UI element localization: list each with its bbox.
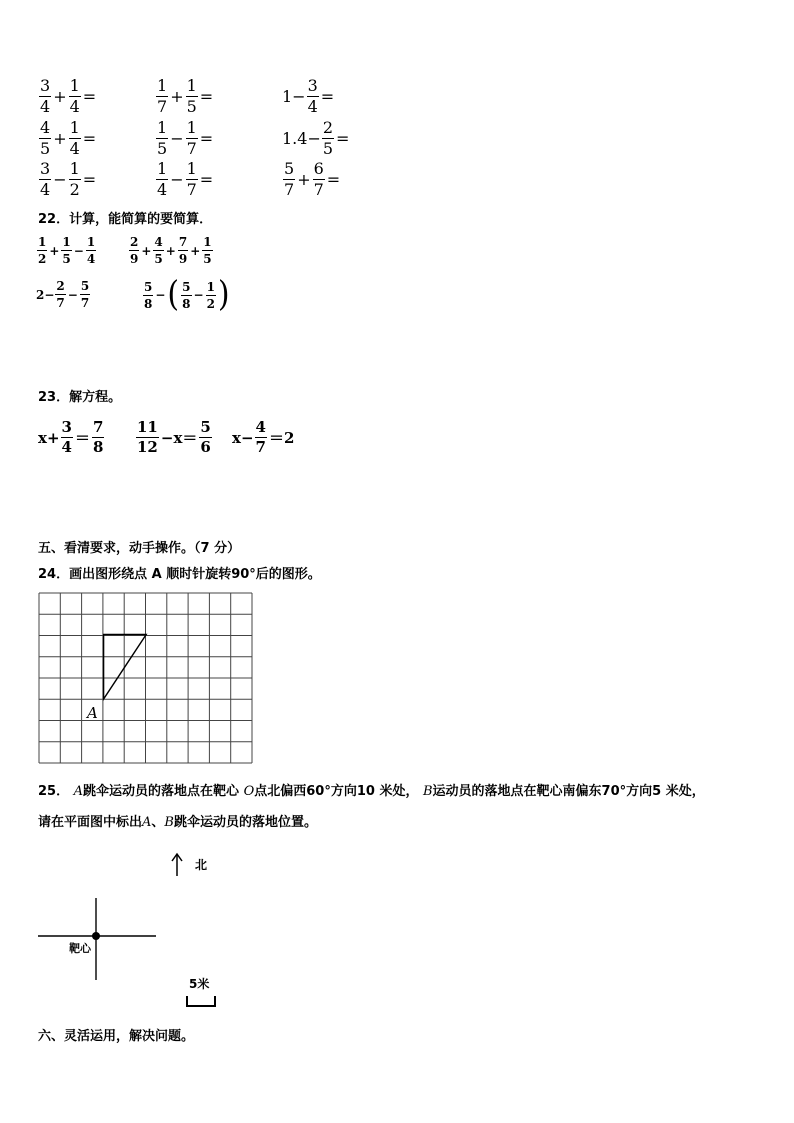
operator: − xyxy=(73,243,84,258)
denominator: 7 xyxy=(255,438,266,456)
denominator: 4 xyxy=(157,180,168,199)
section-5-heading: 五、看清要求，动手操作。（7 分） xyxy=(38,541,241,556)
q24-heading: 24．画出图形绕点 A 顺时针旋转90°后的图形。 xyxy=(38,567,321,582)
fraction xyxy=(80,280,90,309)
q22-expression xyxy=(128,236,214,265)
numerator: 7 xyxy=(92,418,104,436)
denominator: 8 xyxy=(92,438,104,456)
numerator: 3 xyxy=(40,159,51,178)
q23-equation xyxy=(232,420,295,455)
operator: − xyxy=(170,129,184,148)
fraction xyxy=(156,161,168,198)
numerator: 5 xyxy=(284,159,295,178)
denominator: 7 xyxy=(186,180,197,199)
operator: = xyxy=(320,87,335,106)
q22-expression xyxy=(36,280,91,309)
fraction xyxy=(39,161,51,198)
operator: −x＝ xyxy=(160,429,198,447)
denominator: 4 xyxy=(69,97,80,116)
denominator: 4 xyxy=(307,97,318,116)
fraction xyxy=(181,281,191,310)
denominator: 4 xyxy=(40,180,51,199)
operator: − xyxy=(170,170,184,189)
q22-expression xyxy=(36,236,97,265)
denominator: 7 xyxy=(157,97,168,116)
denominator: 7 xyxy=(186,139,197,158)
numerator: 1 xyxy=(206,279,215,294)
fraction xyxy=(86,236,96,265)
q21-expression xyxy=(155,161,214,198)
operator: + xyxy=(170,87,184,106)
operator: ＝2 xyxy=(268,429,295,447)
expression-text: 1− xyxy=(282,87,306,106)
numerator: 1 xyxy=(186,159,197,178)
numerator: 5 xyxy=(144,279,153,294)
q25-line-1: 25． A跳伞运动员的落地点在靶心 O点北偏西60°方向10 米处， B运动员的落地点在靶心南偏东70°方向5 米处， xyxy=(38,784,705,799)
fraction xyxy=(206,281,216,310)
q21-expression xyxy=(38,78,97,115)
fraction xyxy=(186,161,198,198)
denominator: 4 xyxy=(61,438,72,456)
fraction xyxy=(153,236,163,265)
operator: = xyxy=(199,129,214,148)
operator: = xyxy=(326,170,341,189)
numerator: 1 xyxy=(69,118,80,137)
operator: = xyxy=(199,170,214,189)
denominator: 5 xyxy=(322,139,334,158)
operator: = xyxy=(82,129,97,148)
operator: + xyxy=(297,170,311,189)
numerator: 1 xyxy=(157,118,168,137)
q23-equation xyxy=(135,420,213,455)
numerator: 4 xyxy=(255,418,266,436)
numerator: 3 xyxy=(40,76,51,95)
expression-text: 1.4− xyxy=(282,129,321,148)
numerator: 1 xyxy=(157,76,168,95)
numerator: 2 xyxy=(56,279,65,293)
fraction xyxy=(143,281,153,310)
denominator: 7 xyxy=(56,296,65,310)
denominator: 4 xyxy=(40,97,51,116)
numerator: 2 xyxy=(130,235,139,249)
numerator: 6 xyxy=(313,159,324,178)
numerator: 5 xyxy=(80,279,90,293)
fraction xyxy=(255,420,267,455)
fraction xyxy=(156,120,168,157)
numerator: 4 xyxy=(40,118,51,137)
north-arrow-icon xyxy=(172,854,182,876)
fraction xyxy=(307,78,319,115)
operator: − xyxy=(193,288,204,302)
q21-expression xyxy=(155,120,214,157)
numerator: 1 xyxy=(186,76,197,95)
q22-heading: 22．计算，能简算的要简算． xyxy=(38,212,213,227)
operator: ＝ xyxy=(74,429,90,447)
fraction xyxy=(129,236,139,265)
point-a-label: A xyxy=(87,704,98,722)
q21-expression xyxy=(282,161,341,198)
target-center-dot xyxy=(92,932,100,940)
fraction xyxy=(61,420,73,455)
operator: + xyxy=(165,243,176,258)
fraction xyxy=(39,78,51,115)
target-center-label: 靶心 xyxy=(69,942,91,955)
denominator: 5 xyxy=(157,139,168,158)
denominator: 2 xyxy=(38,252,47,266)
denominator: 4 xyxy=(69,139,80,158)
q21-expression xyxy=(38,161,97,198)
operator: + xyxy=(53,87,67,106)
numerator: 1 xyxy=(69,159,80,178)
denominator: 8 xyxy=(144,296,153,311)
fraction xyxy=(55,280,65,309)
fraction xyxy=(69,78,81,115)
operator: = xyxy=(199,87,214,106)
denominator: 8 xyxy=(182,296,191,311)
expression-text: x− xyxy=(232,428,254,447)
denominator: 7 xyxy=(80,296,90,310)
numerator: 1 xyxy=(86,235,96,249)
triangle-shape xyxy=(104,635,147,700)
denominator: 7 xyxy=(284,180,295,199)
denominator: 6 xyxy=(200,438,211,456)
fraction xyxy=(199,420,211,455)
parenthesis: ) xyxy=(217,274,230,315)
numerator: 5 xyxy=(200,418,211,436)
fraction xyxy=(69,120,81,157)
fraction xyxy=(186,120,198,157)
denominator: 9 xyxy=(130,252,139,266)
denominator: 5 xyxy=(186,97,197,116)
numerator: 1 xyxy=(38,235,47,249)
fraction xyxy=(283,161,295,198)
operator: − xyxy=(67,287,78,302)
numerator: 11 xyxy=(137,418,158,436)
numerator: 1 xyxy=(157,159,168,178)
q21-expression xyxy=(282,120,350,157)
fraction xyxy=(39,120,51,157)
target-plan-diagram xyxy=(30,848,230,1013)
operator: + xyxy=(190,243,201,258)
numerator: 1 xyxy=(69,76,80,95)
denominator: 4 xyxy=(86,252,96,266)
fraction xyxy=(178,236,188,265)
numerator: 7 xyxy=(178,235,188,249)
operator: + xyxy=(141,243,152,258)
fraction xyxy=(202,236,212,265)
parenthesis: ( xyxy=(167,274,180,315)
numerator: 2 xyxy=(322,118,334,137)
fraction xyxy=(313,161,325,198)
operator: + xyxy=(53,129,67,148)
fraction xyxy=(69,161,81,198)
operator: − xyxy=(155,288,166,302)
operator: = xyxy=(82,170,97,189)
operator: + xyxy=(49,243,60,258)
denominator: 5 xyxy=(154,252,163,266)
fraction xyxy=(186,78,198,115)
numerator: 3 xyxy=(307,76,318,95)
denominator: 5 xyxy=(62,252,71,266)
scale-bar xyxy=(187,996,215,1006)
fraction xyxy=(92,420,104,455)
q21-expression xyxy=(38,120,97,157)
fraction xyxy=(61,236,71,265)
fraction xyxy=(37,236,47,265)
denominator: 12 xyxy=(137,438,158,456)
denominator: 7 xyxy=(313,180,324,199)
numerator: 4 xyxy=(154,235,163,249)
scale-label: 5米 xyxy=(189,977,210,991)
numerator: 3 xyxy=(61,418,72,436)
operator: = xyxy=(336,129,350,148)
north-label: 北 xyxy=(195,858,208,872)
q22-expression xyxy=(142,274,231,315)
q23-heading: 23．解方程。 xyxy=(38,390,122,405)
fraction xyxy=(322,120,334,157)
q25-line-2: 请在平面图中标出A、B跳伞运动员的落地位置。 xyxy=(38,815,317,830)
numerator: 1 xyxy=(186,118,197,137)
rotation-grid xyxy=(38,592,256,764)
numerator: 1 xyxy=(62,235,71,249)
fraction xyxy=(136,420,159,455)
operator: − xyxy=(53,170,67,189)
expression-text: x+ xyxy=(38,428,60,447)
expression-text: 2− xyxy=(36,287,55,302)
denominator: 5 xyxy=(203,252,212,266)
denominator: 5 xyxy=(40,139,51,158)
fraction xyxy=(156,78,168,115)
operator: = xyxy=(82,87,97,106)
denominator: 2 xyxy=(206,296,215,311)
numerator: 1 xyxy=(203,235,212,249)
q23-equation xyxy=(38,420,105,455)
section-6-heading: 六、灵活运用，解决问题。 xyxy=(38,1029,195,1044)
q21-expression xyxy=(155,78,214,115)
q21-expression xyxy=(282,78,335,115)
denominator: 2 xyxy=(69,180,80,199)
numerator: 5 xyxy=(182,279,191,294)
denominator: 9 xyxy=(178,252,188,266)
